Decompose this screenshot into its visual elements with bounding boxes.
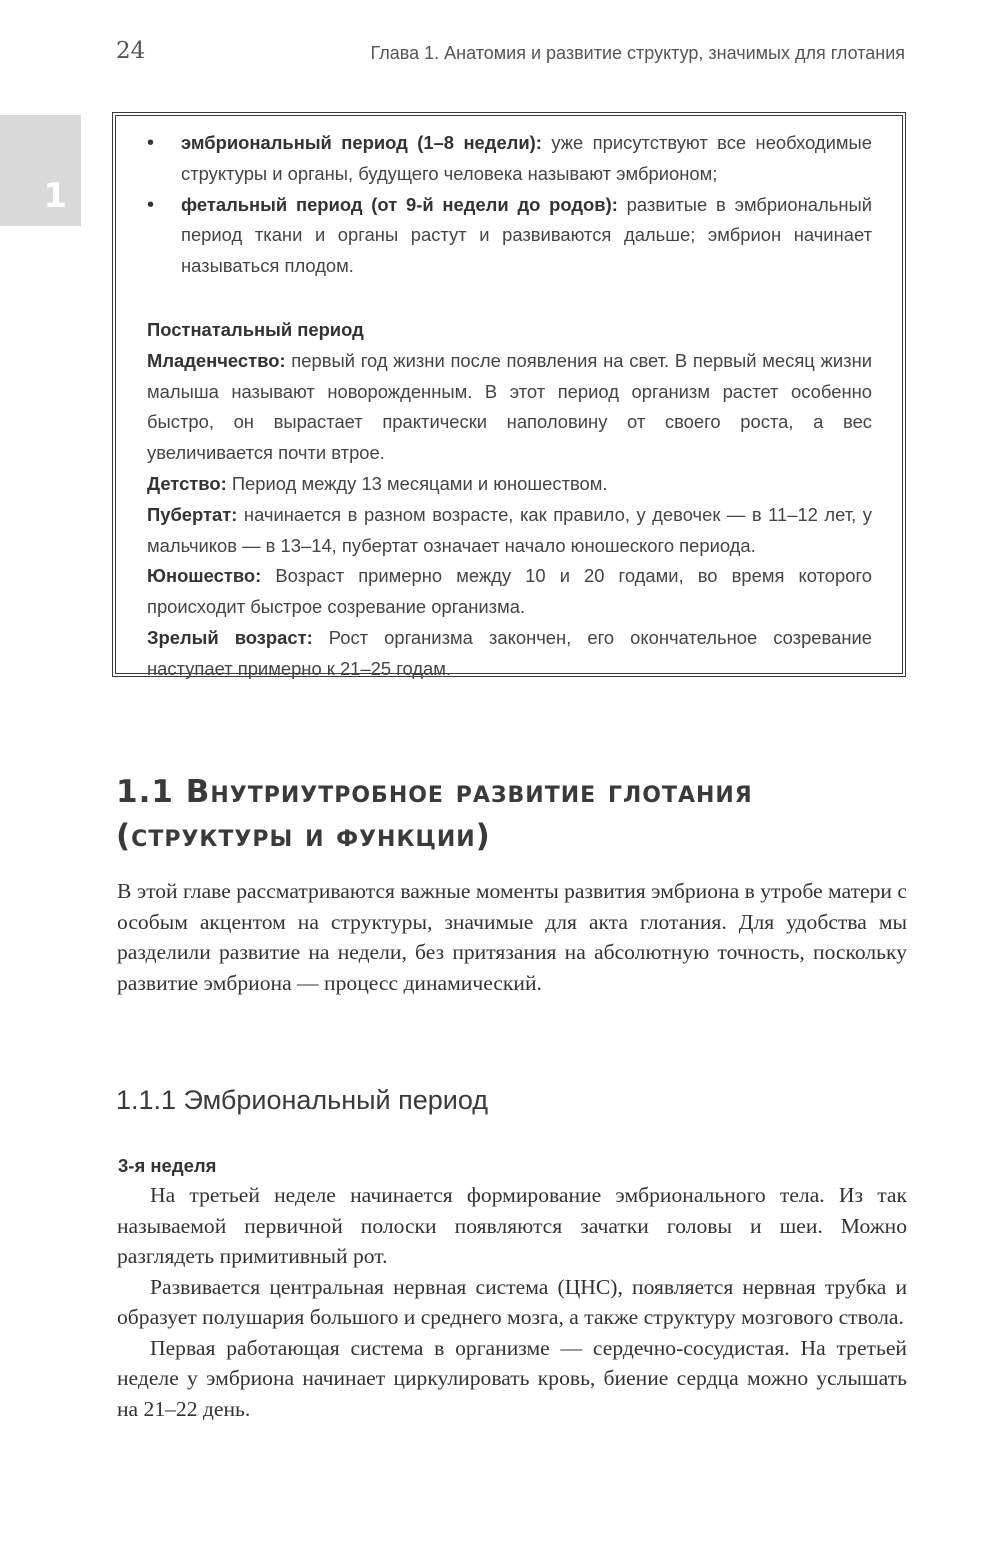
age-periods-box [112, 112, 906, 677]
week-title: 3-я неделя [118, 1155, 217, 1176]
week-body [117, 1180, 907, 1424]
page-number: 24 [116, 38, 146, 64]
chapter-tab-number: 1 [43, 176, 67, 216]
entry-adulthood [147, 623, 872, 685]
bullet-term: фетальный период (от 9-й недели до родов): [181, 193, 618, 215]
chapter-tab [0, 115, 81, 226]
section-title [116, 770, 906, 858]
entry-term: Юношество: [147, 565, 262, 587]
entry-text: Возраст примерно между 10 и 20 годами, во время которого происходит быстрое созревание организма. [147, 565, 872, 618]
entry-term: Пубертат: [147, 503, 238, 525]
section-title-line2: (структуры и функции) [116, 818, 491, 854]
prenatal-list [147, 128, 872, 282]
entry-text: первый год жизни после появления на свет. В первый месяц жизни малыша называют новорожденным. В этот период организм растет особенно быстро, он вырастает практически наполовину от своего роста, а вес увеличивается почти втрое. [147, 349, 872, 464]
bullet-text: уже присутствуют все необходимые структуры и органы, будущего человека называют эмбрионом; [181, 132, 872, 184]
entry-text: Рост организма закончен, его окончательное созревание наступает примерно к 21–25 годам. [147, 626, 872, 679]
postnatal-title: Постнатальный период [147, 318, 364, 340]
section-intro: В этой главе рассматриваются важные моменты развития эмбриона в утробе матери с особым акцентом на структуры, значимые для акта глотания. Для удобства мы разделили развитие на недели, без притязания на абсолютную точность, поскольку развитие эмбриона — процесс динамический. [117, 879, 907, 995]
bullet-text: развитые в эмбриональный период ткани и органы растут и развиваются дальше; эмбрион начинает называться плодом. [181, 193, 872, 277]
subsection-title: 1.1.1 Эмбриональный период [116, 1085, 489, 1115]
running-head: Глава 1. Анатомия и развитие структур, значимых для глотания [370, 43, 905, 63]
bullet-term: эмбриональный период (1–8 недели): [181, 132, 542, 153]
entry-infancy [147, 346, 872, 469]
entry-youth [147, 561, 872, 623]
entry-term: Детство: [147, 472, 227, 494]
paragraph: Первая работающая система в организме — сердечно-сосудистая. На третьей неделе у эмбриона начинает циркулировать кровь, биение сердца можно услышать на 21–22 день. [117, 1335, 907, 1421]
section-title-line1: 1.1 Внутриутробное развитие глотания [116, 774, 753, 810]
entry-text: начинается в разном возрасте, как правило, у девочек — в 11–12 лет, у мальчиков — в 13–14, пубертат означает начало юношеского периода. [147, 503, 872, 556]
entry-term: Младенчество: [147, 349, 286, 371]
entry-puberty [147, 500, 872, 562]
list-item [147, 190, 872, 282]
entry-term: Зрелый возраст: [147, 626, 313, 648]
entry-childhood [147, 469, 872, 500]
paragraph: Развивается центральная нервная система (ЦНС), появляется нервная трубка и образует полушария большого и среднего мозга, а также структуру мозгового ствола. [117, 1274, 907, 1329]
paragraph: На третьей неделе начинается формирование эмбрионального тела. Из так называемой первичной полоски появляются зачатки головы и шеи. Можно разглядеть примитивный рот. [117, 1183, 907, 1268]
entry-text: Период между 13 месяцами и юношеством. [226, 472, 608, 494]
list-item [147, 128, 872, 190]
